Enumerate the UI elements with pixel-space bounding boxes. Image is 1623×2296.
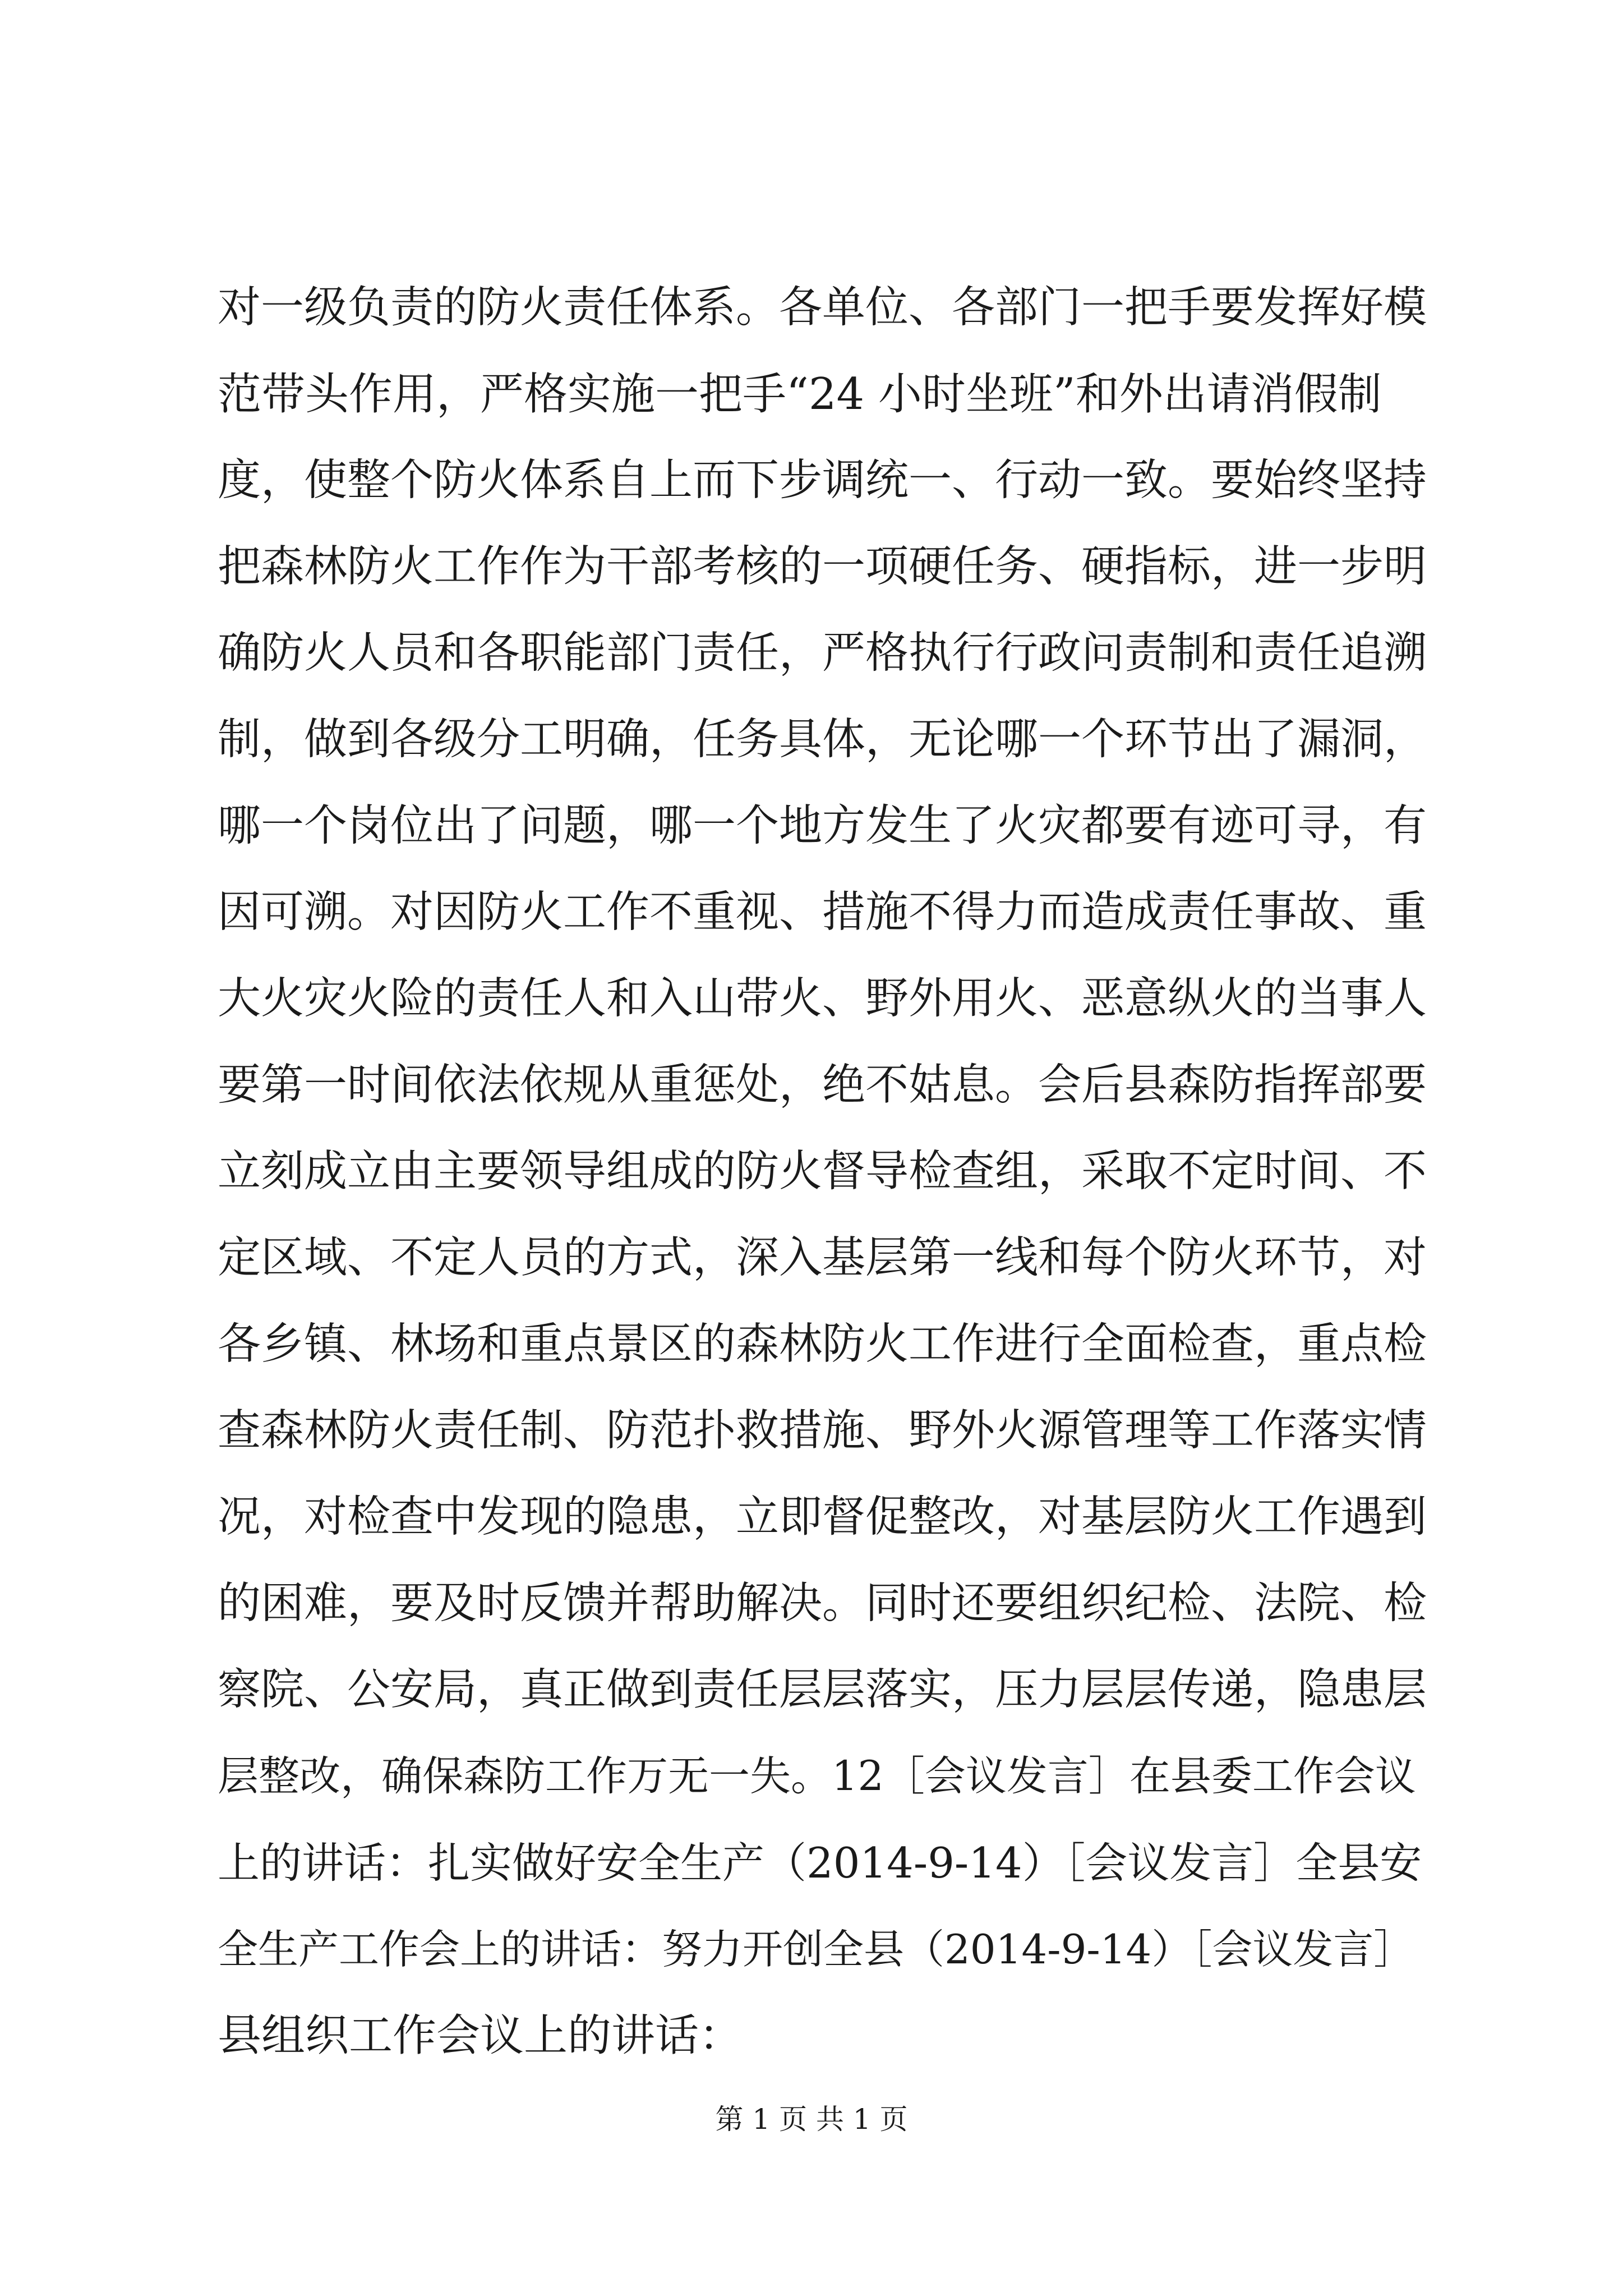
text-line: 定区域、不定人员的方式，深入基层第一线和每个防火环节，对 <box>218 1233 1427 1283</box>
text-line: 查森林防火责任制、防范扑救措施、野外火源管理等工作落实情 <box>218 1406 1427 1456</box>
text-line: 制，做到各级分工明确，任务具体，无论哪一个环节出了漏洞， <box>218 715 1427 765</box>
text-line: 况，对检查中发现的隐患，立即督促整改，对基层防火工作遇到 <box>218 1492 1427 1542</box>
text-line: 的困难，要及时反馈并帮助解决。同时还要组织纪检、法院、检 <box>218 1579 1427 1628</box>
text-line: 要第一时间依法依规从重惩处，绝不姑息。会后县森防指挥部要 <box>218 1060 1427 1110</box>
text-line: 层整改，确保森防工作万无一失。12［会议发言］在县委工作会议 <box>218 1752 1416 1800</box>
text-line: 立刻成立由主要领导组成的防火督导检查组，采取不定时间、不 <box>218 1147 1427 1197</box>
text-line: 哪一个岗位出了问题，哪一个地方发生了火灾都要有迹可寻，有 <box>218 801 1427 851</box>
text-line: 确防火人员和各职能部门责任，严格执行行政问责制和责任追溯 <box>218 628 1427 678</box>
text-line: 县组织工作会议上的讲话： <box>218 2010 743 2061</box>
text-line: 全生产工作会上的讲话：努力开创全县（2014-9-14）［会议发言］ <box>218 1926 1414 1973</box>
page-footer <box>0 2097 1623 2142</box>
text-line: 范带头作用，严格实施一把手“24 小时坐班”和外出请消假制 <box>218 369 1382 420</box>
text-line: 对一级负责的防火责任体系。各单位、各部门一把手要发挥好模 <box>218 283 1427 333</box>
text-line: 大火灾火险的责任人和入山带火、野外用火、恶意纵火的当事人 <box>218 974 1427 1024</box>
body-text <box>218 265 1429 2079</box>
page-number-label: 第 1 页 共 1 页 <box>715 2103 908 2136</box>
text-line: 因可溯。对因防火工作不重视、措施不得力而造成责任事故、重 <box>218 887 1427 937</box>
text-line: 把森林防火工作作为干部考核的一项硬任务、硬指标，进一步明 <box>218 542 1427 592</box>
text-line: 察院、公安局，真正做到责任层层落实，压力层层传递，隐患层 <box>218 1665 1427 1715</box>
text-line: 各乡镇、林场和重点景区的森林防火工作进行全面检查，重点检 <box>218 1319 1427 1369</box>
text-line: 度，使整个防火体系自上而下步调统一、行动一致。要始终坚持 <box>218 455 1427 505</box>
text-line: 上的讲话：扎实做好安全生产（2014-9-14）［会议发言］全县安 <box>218 1838 1422 1888</box>
